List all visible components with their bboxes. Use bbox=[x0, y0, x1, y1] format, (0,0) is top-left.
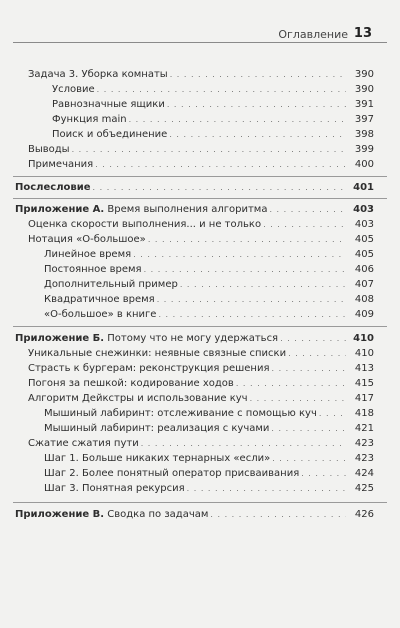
toc-entry-title: Нотация «О-большое» bbox=[28, 234, 146, 245]
toc-entry-page: 405 bbox=[354, 249, 374, 260]
toc-entry-title: Сводка по задачам bbox=[104, 509, 209, 520]
toc-entry-chapter bbox=[0, 332, 400, 346]
toc-entry-page: 391 bbox=[354, 99, 374, 110]
appendix-label: Приложение Б. bbox=[15, 333, 105, 344]
toc-entry bbox=[0, 437, 400, 451]
toc-entry-page: 405 bbox=[354, 234, 374, 245]
appendix-label: Приложение В. bbox=[15, 509, 105, 520]
toc-entry-title: Мышиный лабиринт: реализация с кучами bbox=[44, 423, 270, 434]
toc-entry bbox=[0, 293, 400, 307]
toc-entry-page: 397 bbox=[354, 114, 374, 125]
toc-entry bbox=[0, 143, 400, 157]
toc-entry-title: Линейное время bbox=[44, 249, 132, 260]
toc-entry-page: 410 bbox=[354, 348, 374, 359]
toc-entry-page: 403 bbox=[353, 204, 374, 215]
toc-entry-page: 406 bbox=[354, 264, 374, 275]
toc-entry bbox=[0, 407, 400, 421]
toc-entry bbox=[0, 218, 400, 232]
toc-entry-title: Равнозначные ящики bbox=[52, 99, 165, 110]
toc-entry-title: Сжатие сжатия пути bbox=[28, 438, 139, 449]
toc-entry-page: 390 bbox=[354, 69, 374, 80]
header-page-number: 13 bbox=[353, 26, 372, 41]
section-divider bbox=[13, 502, 387, 503]
toc-entry-page: 400 bbox=[354, 159, 374, 170]
toc-entry-title: Время выполнения алгоритма bbox=[104, 204, 268, 215]
toc-entry bbox=[0, 377, 400, 391]
toc-entry-title: Примечания bbox=[28, 159, 94, 170]
toc-entry bbox=[0, 362, 400, 376]
toc-entry bbox=[0, 83, 400, 97]
toc-entry-page: 426 bbox=[354, 509, 374, 520]
toc-entry-page: 410 bbox=[353, 333, 374, 344]
toc-entry-page: 415 bbox=[354, 378, 374, 389]
toc-entry-title: Потому что не могу удержаться bbox=[104, 333, 279, 344]
toc-entry bbox=[0, 452, 400, 466]
toc-entry-title: Алгоритм Дейкстры и использование куч bbox=[28, 393, 248, 404]
toc-entry bbox=[0, 98, 400, 112]
toc-entry-page: 418 bbox=[354, 408, 374, 419]
section-divider bbox=[13, 326, 387, 327]
toc-entry-title: Дополнительный пример bbox=[44, 279, 178, 290]
toc-entry bbox=[0, 308, 400, 322]
toc-entry-title: «О-большое» в книге bbox=[44, 309, 157, 320]
toc-entry-page: 421 bbox=[354, 423, 374, 434]
toc-entry-title: Задача 3. Уборка комнаты bbox=[28, 69, 168, 80]
toc-entry-page: 390 bbox=[354, 84, 374, 95]
toc-entry-page: 409 bbox=[354, 309, 374, 320]
toc-entry-title: Квадратичное время bbox=[44, 294, 155, 305]
toc-entry-title: Шаг 1. Больше никаких тернарных «если» bbox=[44, 453, 271, 464]
toc-entry-title: Шаг 3. Понятная рекурсия bbox=[44, 483, 185, 494]
toc-entry-title: Шаг 2. Более понятный оператор присваивания bbox=[44, 468, 300, 479]
toc-entry-title: Функция main bbox=[52, 114, 127, 125]
toc-entry-title: Послесловие bbox=[15, 182, 91, 193]
toc-entry bbox=[0, 482, 400, 496]
toc-entry-title: Постоянное время bbox=[44, 264, 142, 275]
toc-entry-title: Погоня за пешкой: кодирование ходов bbox=[28, 378, 234, 389]
toc-entry-page: 398 bbox=[354, 129, 374, 140]
section-divider bbox=[13, 198, 387, 199]
toc-entry-page: 407 bbox=[354, 279, 374, 290]
toc-entry-chapter bbox=[0, 181, 400, 195]
toc-entry-title: Поиск и объединение bbox=[52, 129, 168, 140]
toc-entry-page: 413 bbox=[354, 363, 374, 374]
toc-entry-title: Страсть к бургерам: реконструкция решения bbox=[28, 363, 270, 374]
toc-entry bbox=[0, 248, 400, 262]
toc-entry-page: 403 bbox=[354, 219, 374, 230]
toc-entry bbox=[0, 422, 400, 436]
toc-entry-chapter bbox=[0, 508, 400, 522]
toc-entry bbox=[0, 113, 400, 127]
toc-entry-title: Выводы bbox=[28, 144, 70, 155]
toc-entry bbox=[0, 263, 400, 277]
toc-entry-page: 423 bbox=[354, 438, 374, 449]
running-header bbox=[0, 26, 400, 42]
toc-entry-page: 425 bbox=[354, 483, 374, 494]
toc-entry bbox=[0, 467, 400, 481]
toc-entry-page: 399 bbox=[354, 144, 374, 155]
toc-entry bbox=[0, 278, 400, 292]
appendix-label: Приложение А. bbox=[15, 204, 105, 215]
header-title: Оглавление bbox=[278, 28, 348, 41]
toc-entry bbox=[0, 68, 400, 82]
toc-entry-title: Условие bbox=[52, 84, 95, 95]
toc-entry-page: 417 bbox=[354, 393, 374, 404]
toc-entry bbox=[0, 233, 400, 247]
toc-entry-title: Оценка скорости выполнения... и не только bbox=[28, 219, 262, 230]
toc-entry bbox=[0, 392, 400, 406]
toc-entry bbox=[0, 158, 400, 172]
toc-entry-page: 408 bbox=[354, 294, 374, 305]
toc-entry bbox=[0, 128, 400, 142]
toc-entry-chapter bbox=[0, 203, 400, 217]
header-rule bbox=[13, 42, 387, 43]
toc-entry-title: Мышиный лабиринт: отслеживание с помощью куч bbox=[44, 408, 317, 419]
toc-entry-page: 424 bbox=[354, 468, 374, 479]
toc-entry-page: 401 bbox=[353, 182, 374, 193]
section-divider bbox=[13, 176, 387, 177]
toc-entry-title: Уникальные снежинки: неявные связные списки bbox=[28, 348, 287, 359]
toc-entry-page: 423 bbox=[354, 453, 374, 464]
toc-entry bbox=[0, 347, 400, 361]
